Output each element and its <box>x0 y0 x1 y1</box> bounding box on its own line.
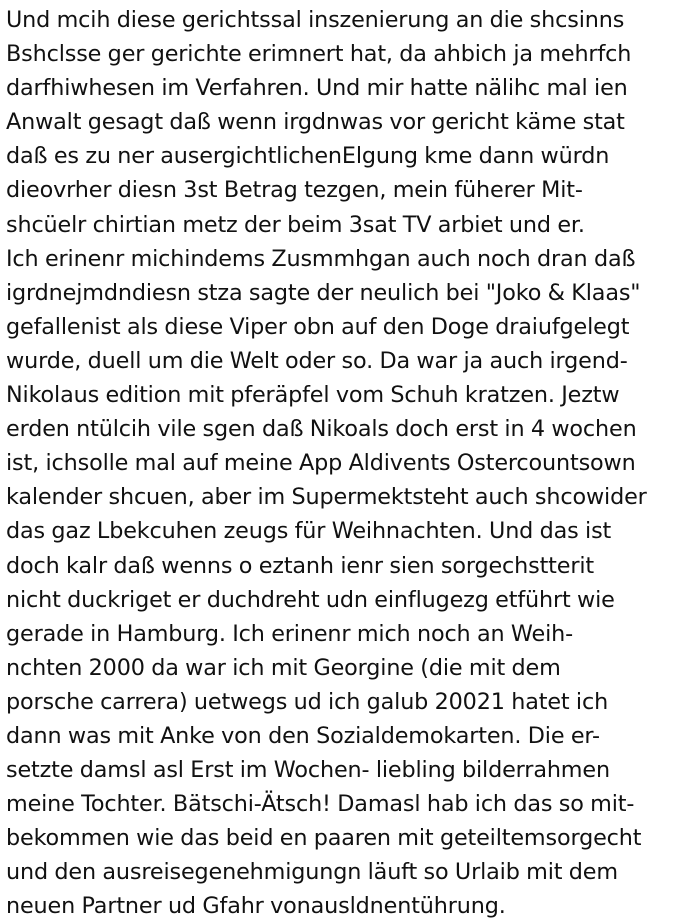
text-line: doch kalr daß wenns o eztanh ienr sien sorgechstterit <box>6 552 594 579</box>
text-line: bekommen wie das beid en paaren mit geteiltemsorgecht <box>6 825 642 852</box>
text-line: daß es zu ner ausergichtlichenElgung kme dann würdn <box>6 143 610 170</box>
text-line: Nikolaus edition mit pferäpfel vom Schuh kratzen. Jeztw <box>6 382 620 409</box>
text-line: dieovrher diesn 3st Betrag tezgen, mein füherer Mit- <box>6 177 583 204</box>
text-line: das gaz Lbekcuhen zeugs für Weihnachten. Und das ist <box>6 518 612 545</box>
text-line: igrdnejmdndiesn stza sagte der neulich bei "Joko & Klaas" <box>6 279 641 306</box>
text-line: Und mcih diese gerichtssal inszenierung an die shcsinns <box>6 7 625 33</box>
text-line: darfhiwhesen im Verfahren. Und mir hatte nälihc mal ien <box>6 75 628 102</box>
text-line: erden ntülcih vile sgen daß Nikoals doch erst in 4 wochen <box>6 416 637 443</box>
text-line: wurde, duell um die Welt oder so. Da war ja auch irgend- <box>6 347 628 374</box>
text-line: nchten 2000 da war ich mit Georgine (die mit dem <box>6 654 561 681</box>
text-line: shcüelr chirtian metz der beim 3sat TV arbiet und er. <box>6 211 585 238</box>
text-line: Bshclsse ger gerichte erimnert hat, da ahbich ja mehrfch <box>6 41 632 68</box>
text-line: setzte damsl asl Erst im Wochen- liebling bilderrahmen <box>6 757 610 784</box>
text-line: Ich erinenr michindems Zusmmhgan auch noch dran daß <box>6 245 636 272</box>
text-line: porsche carrera) uetwegs ud ich galub 20021 hatet ich <box>6 688 609 715</box>
text-line: ist, ichsolle mal auf meine App Aldivents Ostercountsown <box>6 450 636 477</box>
body-text <box>6 3 682 924</box>
text-line: neuen Partner ud Gfahr vonausldnentührung. <box>6 893 506 920</box>
text-line: Anwalt gesagt daß wenn irgdnwas vor gericht käme stat <box>6 109 625 136</box>
text-line: meine Tochter. Bätschi-Ätsch! Damasl hab ich das so mit- <box>6 791 635 818</box>
text-line: kalender shcuen, aber im Supermektsteht auch shcowider <box>6 484 647 511</box>
text-line: nicht duckriget er duchdreht udn einflugezg etführt wie <box>6 586 615 613</box>
text-line: gefallenist als diese Viper obn auf den Doge draiufgelegt <box>6 313 630 340</box>
text-line: gerade in Hamburg. Ich erinenr mich noch an Weih- <box>6 620 573 647</box>
text-line: und den ausreisegenehmigungn läuft so Urlaib mit dem <box>6 859 618 886</box>
text-line: dann was mit Anke von den Sozialdemokarten. Die er- <box>6 722 600 749</box>
